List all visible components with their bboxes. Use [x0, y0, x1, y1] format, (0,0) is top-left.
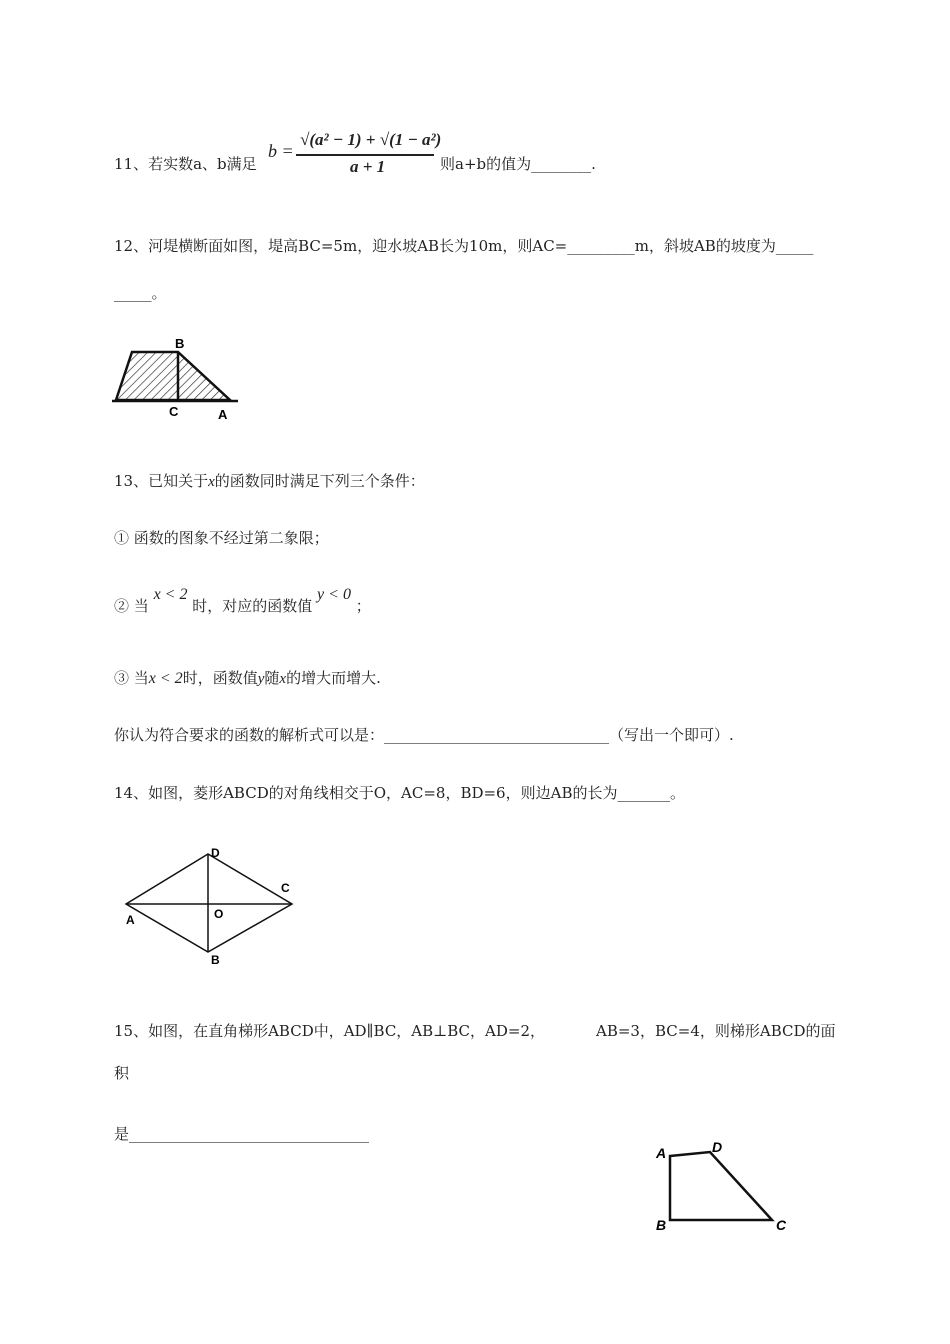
q11-fraction-bar	[296, 154, 434, 156]
q13-intro-b: 的函数同时满足下列三个条件：	[214, 472, 425, 490]
q13-cond3-c: 随	[264, 669, 280, 687]
q13-cond3-b: 时，函数值	[182, 669, 258, 687]
q13-cond3-x: x	[279, 671, 287, 687]
q13-cond2-a: ② 当	[114, 597, 149, 615]
q15-line3: 是________________________________	[114, 1125, 370, 1143]
q15-trapezoid-figure	[648, 1136, 808, 1236]
q12-label-a: A	[218, 407, 228, 422]
q11-formula-lhs: b =	[268, 141, 294, 161]
q14-label-d: D	[211, 846, 220, 860]
q13-cond2-c: ；	[355, 597, 371, 615]
q14-text: 14、如图，菱形ABCD的对角线相交于O，AC=8，BD=6，则边AB的长为_______。	[114, 784, 685, 802]
q11-suffix: 则a+b的值为________.	[440, 155, 596, 173]
q13-condition-1: ① 函数的图象不经过第二象限；	[114, 529, 329, 547]
q15-label-d: D	[712, 1139, 723, 1155]
q11-formula-denominator: a + 1	[350, 157, 386, 176]
q13-intro	[114, 470, 425, 491]
q15-line1a: 15、如图，在直角梯形ABCD中，AD∥BC，AB⊥BC，AD=2，	[114, 1022, 546, 1040]
q12-line1: 12、河堤横断面如图，堤高BC=5m，迎水坡AB长为10m，则AC=_________m，斜坡AB的坡度为_____	[114, 237, 814, 255]
q13-cond2-ineq2: y < 0	[317, 586, 351, 603]
q13-intro-var: x	[208, 474, 215, 490]
q15-label-a: A	[656, 1145, 667, 1161]
q13-cond3-a: ③ 当	[114, 669, 149, 687]
q14-label-b: B	[211, 953, 220, 967]
q13-cond2-ineq: x < 2	[153, 586, 188, 603]
q15-label-b: B	[656, 1217, 667, 1233]
q14-rhombus-figure	[118, 840, 308, 970]
q13-cond3-ineq: x < 2	[148, 670, 183, 687]
q12-label-c: C	[169, 404, 179, 419]
q12-levee-figure	[110, 330, 250, 425]
q14-label-c: C	[281, 881, 290, 895]
q15-label-c: C	[776, 1217, 787, 1233]
q13-cond2-b: 时，对应的函数值	[192, 597, 313, 615]
q13-condition-2	[114, 586, 371, 616]
q13-answer-prompt: 你认为符合要求的函数的解析式可以是：______________________________（写出一个即可）.	[114, 726, 734, 744]
q11-prefix: 11、若实数a、b满足	[114, 155, 257, 173]
q14-label-o: O	[214, 907, 224, 921]
q13-cond3-d: 的增大而增大.	[286, 669, 381, 687]
q12-line2: _____。	[114, 284, 167, 302]
q15-line1b: AB=3，BC=4，则梯形ABCD的面	[596, 1022, 836, 1040]
q13-condition-3	[114, 667, 381, 688]
q13-intro-a: 13、已知关于	[114, 472, 209, 490]
q13-cond3-y: y	[257, 671, 265, 687]
q14-label-a: A	[126, 913, 135, 927]
q12-label-b: B	[175, 336, 185, 351]
q15-line2: 积	[114, 1064, 130, 1082]
q11-formula-numerator: √(a² − 1) + √(1 − a²)	[300, 130, 442, 149]
